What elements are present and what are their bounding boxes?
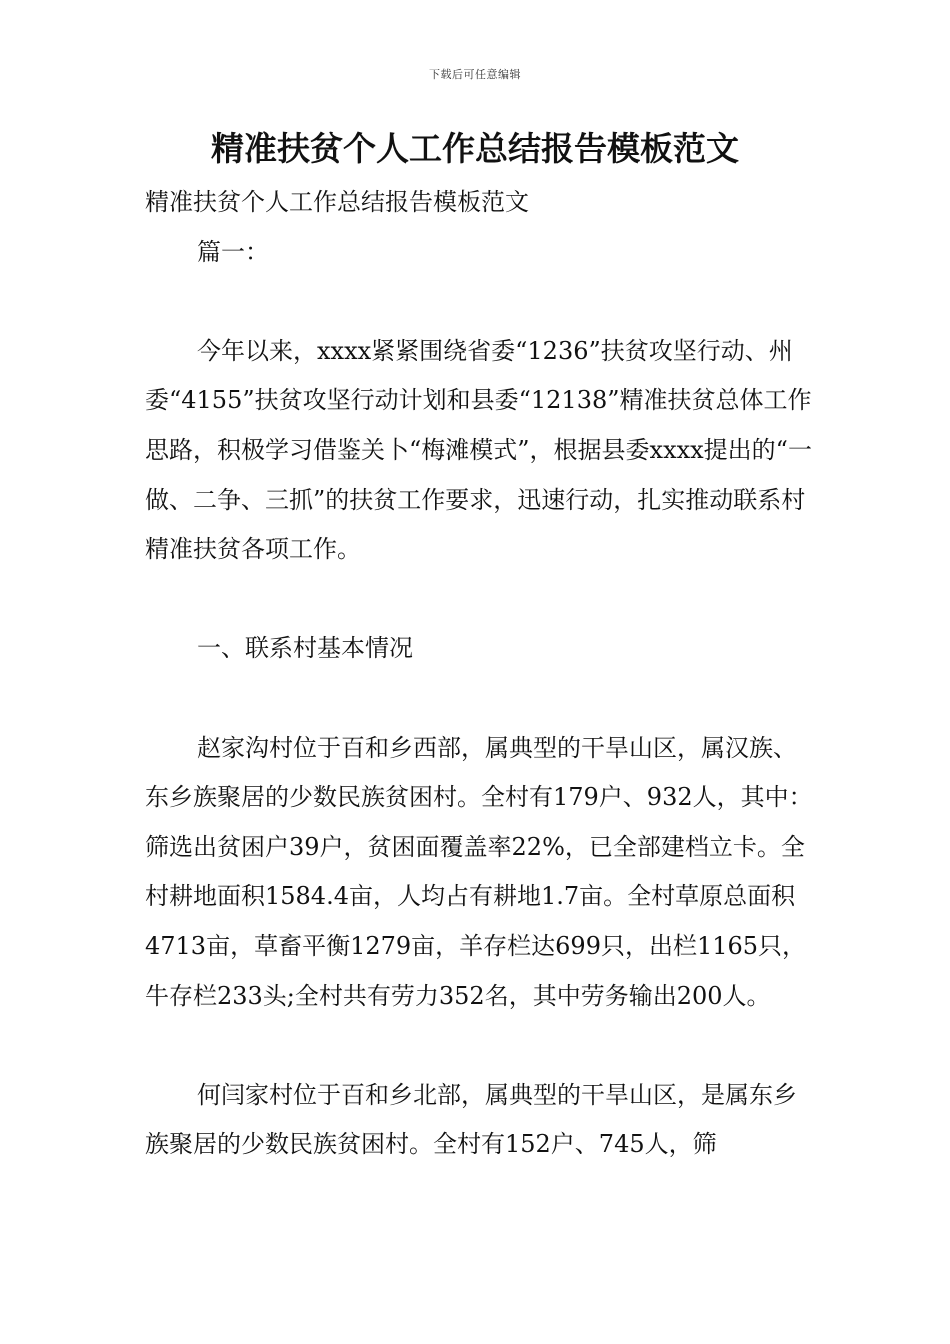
- blank-line: [145, 1021, 815, 1071]
- blank-line: [145, 277, 815, 327]
- document-title: 精准扶贫个人工作总结报告模板范文: [211, 129, 739, 168]
- blank-line: [145, 674, 815, 724]
- header-note: 下载后可任意编辑: [429, 68, 521, 81]
- document-subtitle: 精准扶贫个人工作总结报告模板范文: [145, 188, 529, 216]
- village-paragraph: 赵家沟村位于百和乡西部，属典型的干旱山区，属汉族、东乡族聚居的少数民族贫困村。全村有179户、932人，其中：筛选出贫困户39户，贫困面覆盖率22%，已全部建档立卡。全村耕地面积1584.4亩，人均占有耕地1.7亩。全村草原总面积4713亩，草畜平衡1279亩，羊存栏达699只，出栏1165只，牛存栏233头;全村共有劳力352名，其中劳务输出200人。: [145, 733, 813, 1010]
- part-label: 篇一：: [197, 237, 269, 266]
- document-body: [145, 178, 815, 1170]
- village-paragraph: 何闫家村位于百和乡北部，属典型的干旱山区，是属东乡族聚居的少数民族贫困村。全村有152户、745人，筛: [145, 1080, 797, 1159]
- section-heading: 一、联系村基本情况: [197, 634, 413, 663]
- blank-line: [145, 575, 815, 625]
- intro-paragraph: 今年以来，xxxx紧紧围绕省委“1236”扶贫攻坚行动、州委“4155”扶贫攻坚行动计划和县委“12138”精准扶贫总体工作思路，积极学习借鉴关卜“梅滩模式”，根据县委xxxx提出的“一做、二争、三抓”的扶贫工作要求，迅速行动，扎实推动联系村精准扶贫各项工作。: [145, 336, 812, 564]
